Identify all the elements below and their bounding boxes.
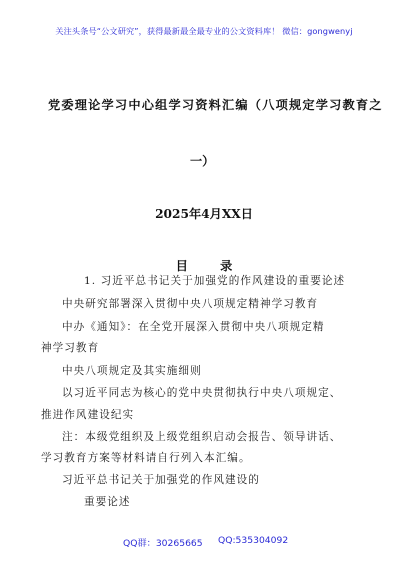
toc-item: 学习教育方案等材料请自行列入本汇编。 <box>41 452 251 464</box>
toc-item: 中办《通知》：在全党开展深入贯彻中央八项规定精 <box>62 321 325 333</box>
toc-heading: 目 录 <box>175 259 247 273</box>
toc-item: 中央研究部署深入贯彻中央八项规定精神学习教育 <box>62 298 319 310</box>
toc-item: 以习近平同志为核心的党中央贯彻执行中央八项规定、 <box>62 387 342 399</box>
footer-qq-number: QQ:535304092 <box>218 535 289 546</box>
toc-item: 神学习教育 <box>41 342 100 354</box>
toc-item: 1. 习近平总书记关于加强党的作风建设的重要论述 <box>84 275 346 287</box>
document-title-line2: 一） <box>190 154 215 168</box>
toc-item: 推进作风建设纪实 <box>41 409 135 421</box>
document-date: 2025年4月XX日 <box>155 207 253 221</box>
toc-item: 习近平总书记关于加强党的作风建设的 <box>62 474 260 486</box>
toc-item: 重要论述 <box>84 496 131 508</box>
footer-qq-group: QQ群：30265665 <box>123 538 203 549</box>
toc-item: 中央八项规定及其实施细则 <box>62 365 202 377</box>
toc-item: 注：本级党组织及上级党组织启动会报告、领导讲话、 <box>62 431 342 443</box>
document-title-line1: 党委理论学习中心组学习资料汇编（八项规定学习教育之 <box>48 98 383 112</box>
header-notice: 关注头条号“公文研究”，获得最新最全最专业的公文资料库！ 微信：gongwenyj <box>55 26 353 36</box>
